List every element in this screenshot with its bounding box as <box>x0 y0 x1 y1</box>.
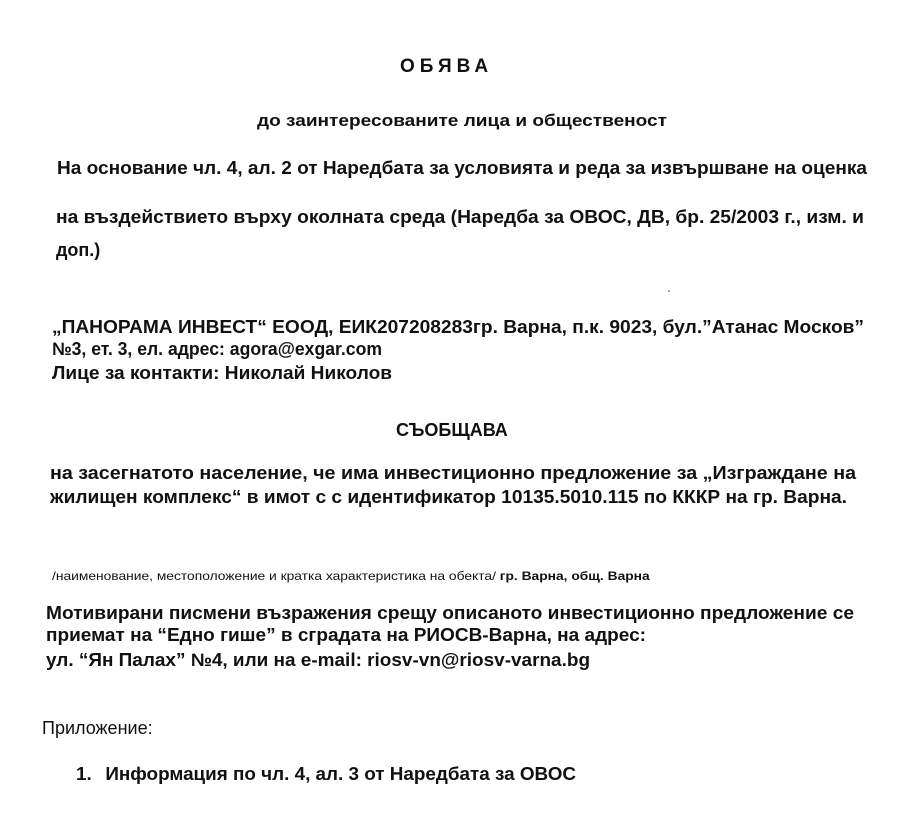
note-label: /наименование, местоположение и кратка характеристика на обекта/ <box>52 569 496 583</box>
appendix-list-item <box>76 764 576 785</box>
objection-line-1: Мотивирани писмени възражения срещу описаното инвестиционно предложение се <box>46 603 855 623</box>
company-contact-line: Лице за контакти: Николай Николов <box>52 363 392 383</box>
appendix-item-number: 1. <box>76 764 92 784</box>
inform-line-2: жилищен комплекс“ в имот с с идентификатор 10135.5010.115 по КККР на гр. Варна. <box>50 487 847 507</box>
object-description-note <box>52 569 650 583</box>
note-value: гр. Варна, общ. Варна <box>499 569 650 583</box>
inform-line-1: на засегнатото население, че има инвестиционно предложение за „Изграждане на <box>50 463 857 483</box>
intro-line-1: На основание чл. 4, ал. 2 от Наредбата за условията и реда за извършване на оценка <box>57 158 867 178</box>
document-subtitle: до заинтересованите лица и общественост <box>257 111 667 130</box>
appendix-heading: Приложение: <box>42 718 153 738</box>
appendix-item-text: Информация по чл. 4, ал. 3 от Наредбата за ОВОС <box>105 764 577 784</box>
objection-line-3: ул. “Ян Палах” №4, или на e-mail: riosv-vn@riosv-varna.bg <box>46 650 591 670</box>
scan-speck <box>668 290 670 292</box>
company-line-2: №3, ет. 3, ел. адрес: agora@exgar.com <box>52 339 383 359</box>
company-line-1: „ПАНОРАМА ИНВЕСТ“ ЕООД, ЕИК207208283гр. Варна, п.к. 9023, бул.”Атанас Москов” <box>52 317 865 337</box>
intro-line-2: на въздействието върху околната среда (Наредба за ОВОС, ДВ, бр. 25/2003 г., изм. и <box>56 207 864 227</box>
intro-line-3: доп.) <box>56 240 101 260</box>
document-title: ОБЯВА <box>400 56 494 77</box>
announce-heading: СЪОБЩАВА <box>396 420 508 440</box>
objection-line-2: приемат на “Едно гише” в сградата на РИОСВ-Варна, на адрес: <box>46 625 647 645</box>
